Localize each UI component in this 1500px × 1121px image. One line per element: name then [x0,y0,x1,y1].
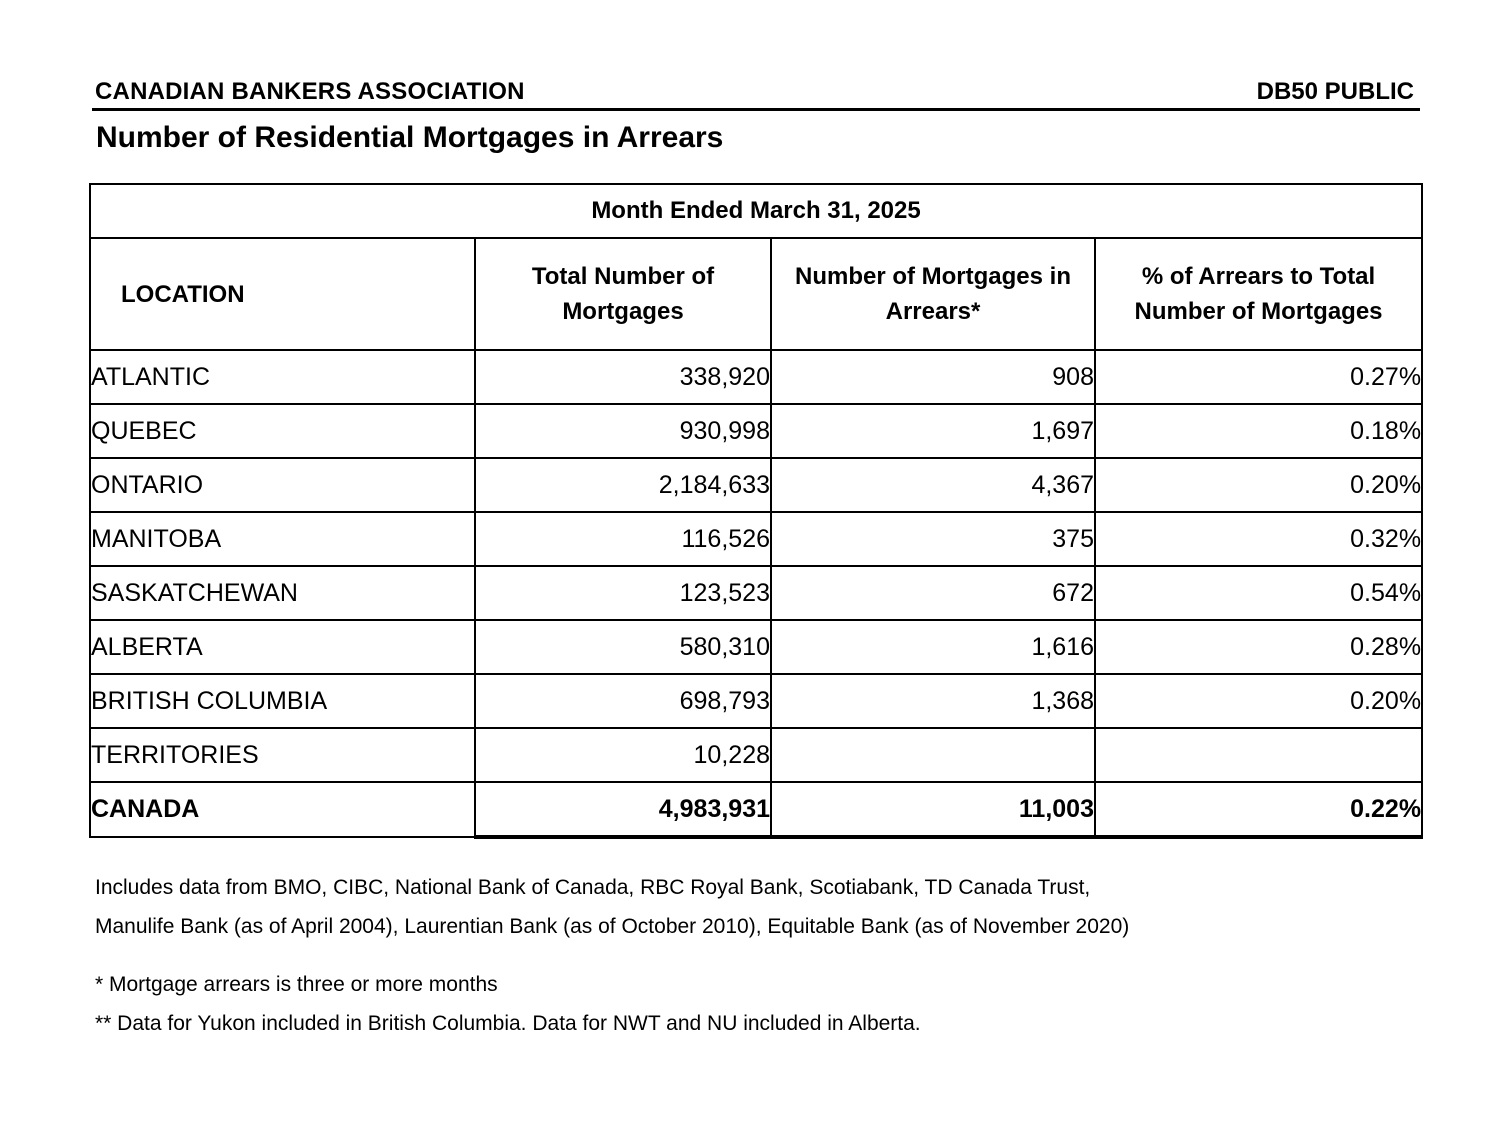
location-cell: QUEBEC [90,404,475,458]
total-mortgages-total-cell: 4,983,931 [475,782,771,837]
total-row [90,782,1422,837]
total-mortgages-cell: 123,523 [475,566,771,620]
arrears-count-total-cell: 11,003 [771,782,1095,837]
table-row [90,674,1422,728]
total-mortgages-cell: 10,228 [475,728,771,782]
includes-note-line1: Includes data from BMO, CIBC, National Bank of Canada, RBC Royal Bank, Scotiabank, TD Canada Trust, [95,876,1091,899]
column-header-arrears-line1: Number of Mortgages in [794,263,1071,290]
arrears-percent-cell: 0.54% [1095,566,1422,620]
arrears-count-cell: 908 [771,350,1095,404]
table-row [90,566,1422,620]
column-header-row [90,238,1422,350]
total-mortgages-cell: 338,920 [475,350,771,404]
arrears-count-cell: 672 [771,566,1095,620]
document-code: DB50 PUBLIC [1256,78,1414,105]
location-cell: SASKATCHEWAN [90,566,475,620]
period-label: Month Ended March 31, 2025 [90,184,1422,238]
arrears-percent-cell: 0.32% [1095,512,1422,566]
column-header-arrears [771,238,1095,350]
mortgage-arrears-table [89,183,1423,839]
total-mortgages-cell: 116,526 [475,512,771,566]
table-row [90,458,1422,512]
arrears-count-cell: 4,367 [771,458,1095,512]
column-header-arrears-line2: Arrears* [885,298,981,325]
location-cell: ALBERTA [90,620,475,674]
arrears-count-cell: 1,697 [771,404,1095,458]
header-divider [92,108,1420,111]
table-row [90,728,1422,782]
total-mortgages-cell: 580,310 [475,620,771,674]
arrears-percent-cell [1095,728,1422,782]
organization-name: CANADIAN BANKERS ASSOCIATION [95,78,525,105]
period-row [90,184,1422,238]
total-mortgages-cell: 2,184,633 [475,458,771,512]
table-row [90,512,1422,566]
location-cell: MANITOBA [90,512,475,566]
column-header-percent-line2: Number of Mortgages [1134,298,1383,325]
arrears-percent-cell: 0.27% [1095,350,1422,404]
page-title: Number of Residential Mortgages in Arrears [96,121,724,154]
footnotes [95,868,1129,1043]
column-header-percent-line1: % of Arrears to Total [1141,263,1376,290]
location-cell: ATLANTIC [90,350,475,404]
arrears-percent-cell: 0.28% [1095,620,1422,674]
total-mortgages-cell: 930,998 [475,404,771,458]
footnote-arrears-definition: * Mortgage arrears is three or more months [95,973,498,996]
arrears-percent-cell: 0.18% [1095,404,1422,458]
arrears-percent-total-cell: 0.22% [1095,782,1422,837]
table-row [90,404,1422,458]
location-cell: ONTARIO [90,458,475,512]
column-header-total-line2: Mortgages [562,298,684,325]
location-cell: BRITISH COLUMBIA [90,674,475,728]
total-mortgages-cell: 698,793 [475,674,771,728]
notes-spacer [95,946,1129,965]
arrears-count-cell [771,728,1095,782]
column-header-total [475,238,771,350]
arrears-count-cell: 1,616 [771,620,1095,674]
location-cell: TERRITORIES [90,728,475,782]
column-header-percent [1095,238,1422,350]
total-location-cell: CANADA [90,782,475,837]
arrears-count-cell: 375 [771,512,1095,566]
arrears-count-cell: 1,368 [771,674,1095,728]
table-row [90,620,1422,674]
table-row [90,350,1422,404]
footnote-territories: ** Data for Yukon included in British Columbia. Data for NWT and NU included in Alberta. [95,1012,921,1035]
column-header-location: LOCATION [90,238,475,350]
arrears-percent-cell: 0.20% [1095,458,1422,512]
arrears-percent-cell: 0.20% [1095,674,1422,728]
includes-note-line2: Manulife Bank (as of April 2004), Laurentian Bank (as of October 2010), Equitable Bank (as of November 2020) [95,915,1130,938]
column-header-total-line1: Total Number of [531,263,715,290]
